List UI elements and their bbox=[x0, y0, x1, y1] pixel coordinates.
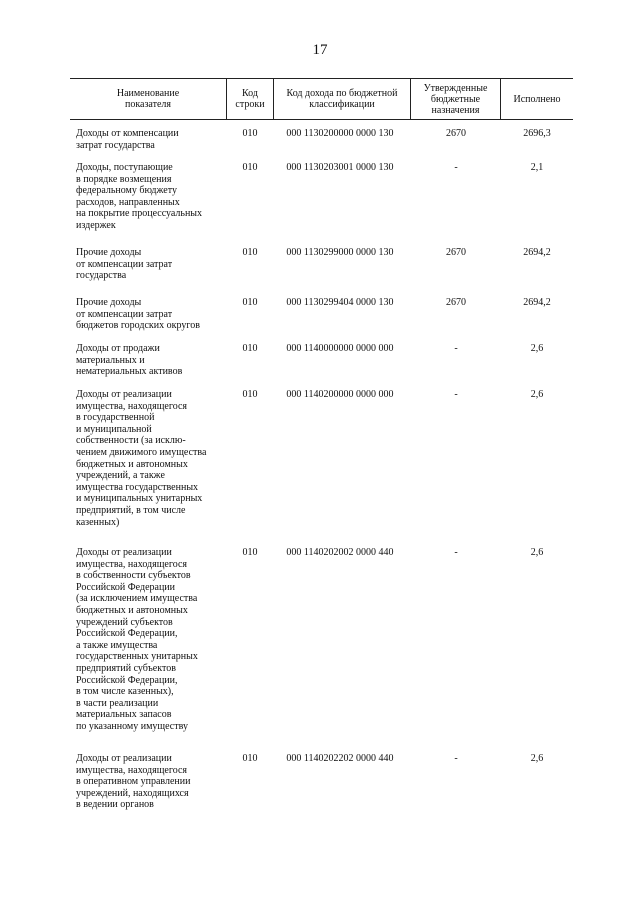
row-done: 2,6 bbox=[530, 547, 544, 558]
table-row bbox=[70, 128, 573, 162]
table-row bbox=[70, 389, 573, 547]
row-kbk: 000 1140200000 0000 000 bbox=[286, 389, 394, 400]
row-code: 010 bbox=[242, 547, 258, 558]
row-code: 010 bbox=[242, 247, 258, 258]
row-code: 010 bbox=[242, 128, 258, 139]
row-name: Доходы от компенсации затрат государства bbox=[76, 128, 179, 151]
table-body bbox=[70, 128, 573, 815]
row-done: 2696,3 bbox=[523, 128, 551, 139]
row-name: Прочие доходы от компенсации затрат государства bbox=[76, 247, 173, 282]
row-done: 2694,2 bbox=[523, 247, 551, 258]
row-code: 010 bbox=[242, 753, 258, 764]
row-kbk: 000 1130200000 0000 130 bbox=[286, 128, 394, 139]
header-plan: Утвержденные бюджетные назначения bbox=[423, 82, 488, 116]
row-name: Доходы от реализации имущества, находящегося в оперативном управлении учреждений, находящихся в ведении органов bbox=[76, 753, 191, 811]
table-row bbox=[70, 343, 573, 389]
table-row bbox=[70, 547, 573, 753]
header-done: Исполнено bbox=[513, 93, 561, 105]
row-done: 2,6 bbox=[530, 753, 544, 764]
row-plan: - bbox=[454, 389, 458, 400]
row-plan: - bbox=[454, 547, 458, 558]
row-code: 010 bbox=[242, 297, 258, 308]
row-plan: - bbox=[454, 162, 458, 173]
row-name: Доходы, поступающие в порядке возмещения федеральному бюджету расходов, направленных на покрытие процессуальных издержек bbox=[76, 162, 203, 231]
row-plan: - bbox=[454, 753, 458, 764]
row-plan: 2670 bbox=[446, 247, 466, 258]
row-name: Доходы от продажи материальных и нематериальных активов bbox=[76, 343, 183, 378]
table-header bbox=[70, 78, 573, 120]
row-name: Доходы от реализации имущества, находящегося в государственной и муниципальной собственности (за исклю- чением движимого имущества бюджетных и автономных учреждений, а также имущества государственных и муниципальных унитарных предприятий, в том числе казенных) bbox=[76, 389, 207, 528]
row-plan: 2670 bbox=[446, 297, 466, 308]
row-kbk: 000 1140000000 0000 000 bbox=[286, 343, 394, 354]
row-kbk: 000 1130299404 0000 130 bbox=[286, 297, 394, 308]
row-name: Доходы от реализации имущества, находящегося в собственности субъектов Российской Федерации (за исключением имущества бюджетных и автономных учреждений субъектов Российской Федерации, а также имущества государственных унитарных предприятий субъектов Российской Федерации, в том числе казенных), в части реализации материальных запасов по указанному имуществу bbox=[76, 547, 198, 732]
row-kbk: 000 1140202202 0000 440 bbox=[286, 753, 394, 764]
row-code: 010 bbox=[242, 162, 258, 173]
row-plan: - bbox=[454, 343, 458, 354]
row-code: 010 bbox=[242, 343, 258, 354]
row-kbk: 000 1140202002 0000 440 bbox=[286, 547, 394, 558]
row-kbk: 000 1130299000 0000 130 bbox=[286, 247, 394, 258]
table-row bbox=[70, 297, 573, 343]
table-row bbox=[70, 247, 573, 297]
row-name: Прочие доходы от компенсации затрат бюджетов городских округов bbox=[76, 297, 200, 332]
header-code: Код строки bbox=[235, 88, 265, 110]
row-code: 010 bbox=[242, 389, 258, 400]
header-name: Наименование показателя bbox=[116, 88, 180, 110]
row-plan: 2670 bbox=[446, 128, 466, 139]
page-number: 17 bbox=[312, 42, 328, 58]
row-done: 2,1 bbox=[530, 162, 544, 173]
row-done: 2,6 bbox=[530, 389, 544, 400]
header-kbk: Код дохода по бюджетной классификации bbox=[286, 88, 398, 110]
row-kbk: 000 1130203001 0000 130 bbox=[286, 162, 394, 173]
row-done: 2,6 bbox=[530, 343, 544, 354]
table-row bbox=[70, 753, 573, 815]
table-row bbox=[70, 162, 573, 247]
row-done: 2694,2 bbox=[523, 297, 551, 308]
